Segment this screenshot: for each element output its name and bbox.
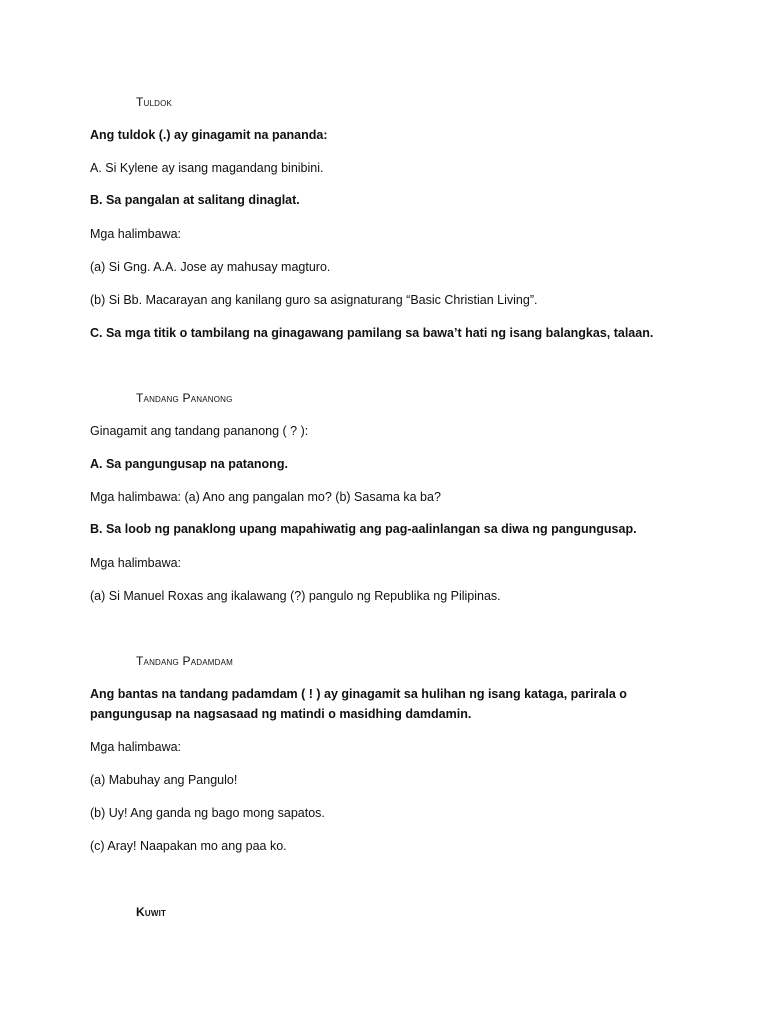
tuldok-example-a: (a) Si Gng. A.A. Jose ay mahusay magturo. (90, 260, 331, 274)
tuldok-item-b: B. Sa pangalan at salitang dinaglat. (90, 193, 300, 207)
pananong-example-a: (a) Si Manuel Roxas ang ikalawang (?) pangulo ng Republika ng Pilipinas. (90, 589, 501, 603)
padamdam-example-a: (a) Mabuhay ang Pangulo! (90, 773, 238, 787)
tuldok-item-c: C. Sa mga titik o tambilang na ginagawang pamilang sa bawa’t hati ng isang balangkas, talaan. (90, 326, 654, 340)
heading-kuwit: Kuwit (136, 905, 167, 919)
padamdam-example-c: (c) Aray! Naapakan mo ang paa ko. (90, 839, 287, 853)
pananong-intro: Ginagamit ang tandang pananong ( ? ): (90, 424, 309, 438)
heading-tandang-padamdam: Tandang Padamdam (136, 654, 233, 668)
pananong-examples-a: Mga halimbawa: (a) Ano ang pangalan mo? (b) Sasama ka ba? (90, 490, 441, 504)
pananong-item-b: B. Sa loob ng panaklong upang mapahiwatig ang pag-aalinlangan sa diwa ng pangungusap. (90, 522, 637, 536)
heading-tandang-pananong: Tandang Pananong (136, 391, 233, 405)
tuldok-item-a: A. Si Kylene ay isang magandang binibini. (90, 161, 324, 175)
tuldok-intro: Ang tuldok (.) ay ginagamit na pananda: (90, 128, 328, 142)
pananong-item-a: A. Sa pangungusap na patanong. (90, 457, 288, 471)
pananong-examples-label: Mga halimbawa: (90, 556, 182, 570)
padamdam-intro: Ang bantas na tandang padamdam ( ! ) ay ginagamit sa hulihan ng isang kataga, parirala o pangungusap na nagsasaad ng matindi o masidhing damdamin. (90, 687, 627, 721)
tuldok-example-b: (b) Si Bb. Macarayan ang kanilang guro sa asignaturang “Basic Christian Living”. (90, 293, 538, 307)
tuldok-examples-label: Mga halimbawa: (90, 227, 182, 241)
heading-tuldok: Tuldok (136, 95, 173, 109)
padamdam-example-b: (b) Uy! Ang ganda ng bago mong sapatos. (90, 806, 325, 820)
padamdam-examples-label: Mga halimbawa: (90, 740, 182, 754)
